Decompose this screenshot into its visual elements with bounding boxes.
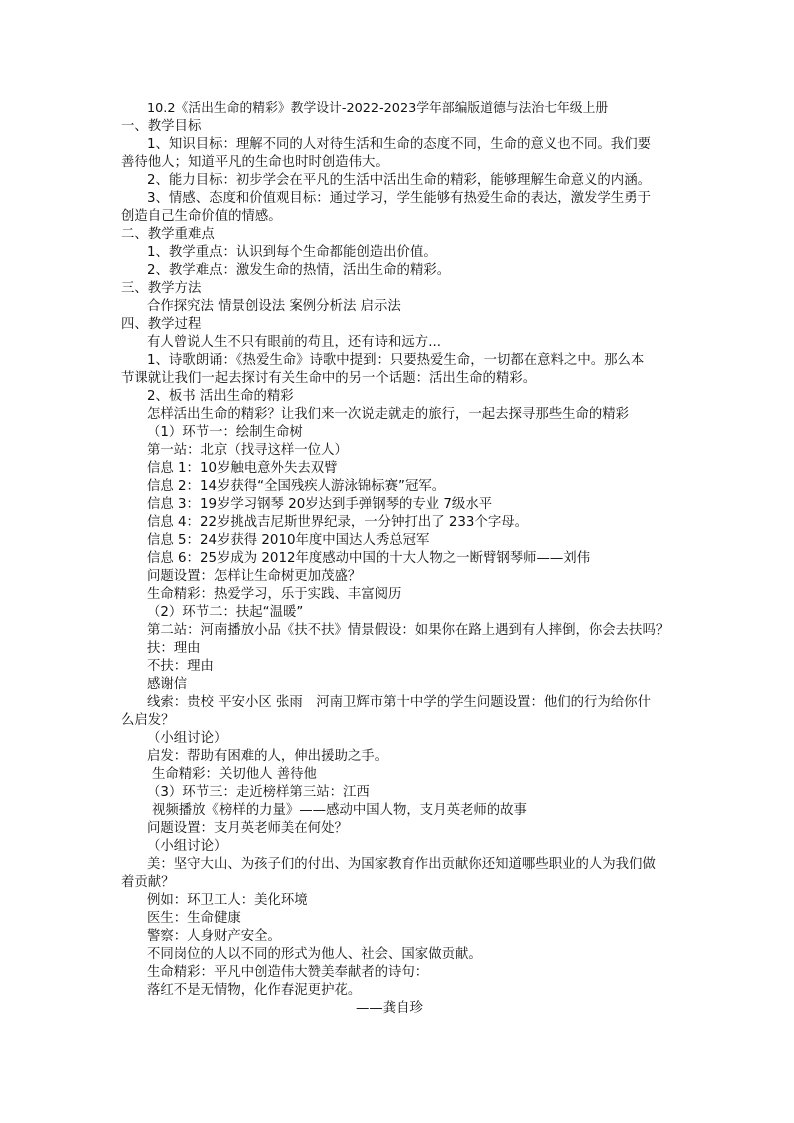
- text-line: 信息 5：24岁获得 2010年度中国达人秀总冠军: [147, 533, 430, 548]
- text-line: 信息 6：25岁成为 2012年度感动中国的十大人物之一断臂钢琴师——刘伟: [147, 551, 591, 566]
- text-line: 善待他人；知道平凡的生命也时时创造伟大。: [121, 155, 389, 170]
- text-line: 2、能力目标：初步学会在平凡的生活中活出生命的精彩，能够理解生命意义的内涵。: [147, 173, 651, 188]
- text-line: 信息 4：22岁挑战吉尼斯世界纪录，一分钟打出了 233个字母。: [147, 515, 529, 530]
- text-line: 着贡献？: [121, 875, 175, 890]
- text-line: 怎样活出生命的精彩？让我们来一次说走就走的旅行，一起去探寻那些生命的精彩: [147, 407, 630, 422]
- text-line: 2、板书 活出生命的精彩: [147, 389, 294, 404]
- text-line: 有人曾说人生不只有眼前的苟且，还有诗和远方...: [147, 335, 441, 350]
- text-line: 1、教学重点：认识到每个生命都能创造出价值。: [147, 245, 437, 260]
- text-line: 1、知识目标：理解不同的人对待生活和生命的态度不同，生命的意义也不同。我们要: [147, 137, 651, 152]
- text-line: 节课就让我们一起去探讨有关生命中的另一个话题：活出生命的精彩。: [121, 371, 537, 386]
- text-line: （2）环节二：扶起“温暖”: [147, 605, 304, 620]
- text-line: 2、教学难点：激发生命的热情，活出生命的精彩。: [147, 263, 451, 278]
- text-line: 警察：人身财产安全。: [147, 929, 281, 944]
- text-line: 二、教学重难点: [121, 227, 215, 242]
- text-line: 美：坚守大山、为孩子们的付出、为国家教育作出贡献你还知道哪些职业的人为我们做: [147, 857, 656, 872]
- text-line: 例如：环卫工人：美化环境: [147, 893, 308, 908]
- text-line: 创造自己生命价值的情感。: [121, 209, 282, 224]
- text-line: （3）环节三：走近榜样第三站：江西: [147, 785, 370, 800]
- text-line: （小组讨论）: [147, 731, 228, 746]
- text-line: 落红不是无情物，化作春泥更护花。: [147, 983, 362, 998]
- text-line: 四、教学过程: [121, 317, 202, 332]
- text-line: 线索：贵校 平安小区 张雨 河南卫辉市第十中学的学生问题设置：他们的行为给你什: [147, 695, 651, 710]
- text-line: 生命精彩：平凡中创造伟大赞美奉献者的诗句：: [147, 965, 429, 980]
- text-line: （1）环节一：绘制生命树: [147, 425, 303, 440]
- text-line: 3、情感、态度和价值观目标：通过学习，学生能够有热爱生命的表达，激发学生勇于: [147, 191, 651, 206]
- text-line: 问题设置：怎样让生命树更加茂盛？: [147, 569, 362, 584]
- text-line: 信息 2：14岁获得“全国残疾人游泳锦标赛”冠军。: [147, 479, 446, 494]
- text-line: 一、教学目标: [121, 119, 202, 134]
- text-line: （小组讨论）: [147, 839, 228, 854]
- text-line: 不扶：理由: [147, 659, 214, 674]
- text-line: 启发：帮助有困难的人，伸出援助之手。: [147, 749, 389, 764]
- text-line: 第二站：河南播放小品《扶不扶》情景假设：如果你在路上遇到有人摔倒，你会去扶吗？: [147, 623, 670, 638]
- text-line: 1、诗歌朗诵：《热爱生命》诗歌中提到：只要热爱生命，一切都在意料之中。那么本: [147, 353, 645, 368]
- text-line: 扶：理由: [147, 641, 201, 656]
- text-line: 信息 3：19岁学习钢琴 20岁达到手弹钢琴的专业 7级水平: [147, 497, 493, 512]
- text-line: 第一站：北京（找寻这样一位人）: [147, 443, 348, 458]
- poem-author: ——龚自珍: [356, 1001, 423, 1016]
- text-line: 合作探究法 情景创设法 案例分析法 启示法: [147, 299, 401, 314]
- document-title: 10.2《活出生命的精彩》教学设计-2022-2023学年部编版道德与法治七年级上册: [147, 101, 609, 116]
- text-line: 生命精彩：热爱学习，乐于实践、丰富阅历: [147, 587, 402, 602]
- text-line: 不同岗位的人以不同的形式为他人、社会、国家做贡献。: [147, 947, 482, 962]
- text-line: 么启发？: [121, 713, 175, 728]
- text-line: 视频播放《榜样的力量》——感动中国人物，支月英老师的故事: [152, 803, 527, 818]
- text-line: 生命精彩：关切他人 善待他: [152, 767, 317, 782]
- text-line: 感谢信: [147, 677, 188, 692]
- text-line: 信息 1：10岁触电意外失去双臂: [147, 461, 338, 476]
- text-line: 医生：生命健康: [147, 911, 241, 926]
- text-line: 问题设置：支月英老师美在何处？: [147, 821, 348, 836]
- text-line: 三、教学方法: [121, 281, 202, 296]
